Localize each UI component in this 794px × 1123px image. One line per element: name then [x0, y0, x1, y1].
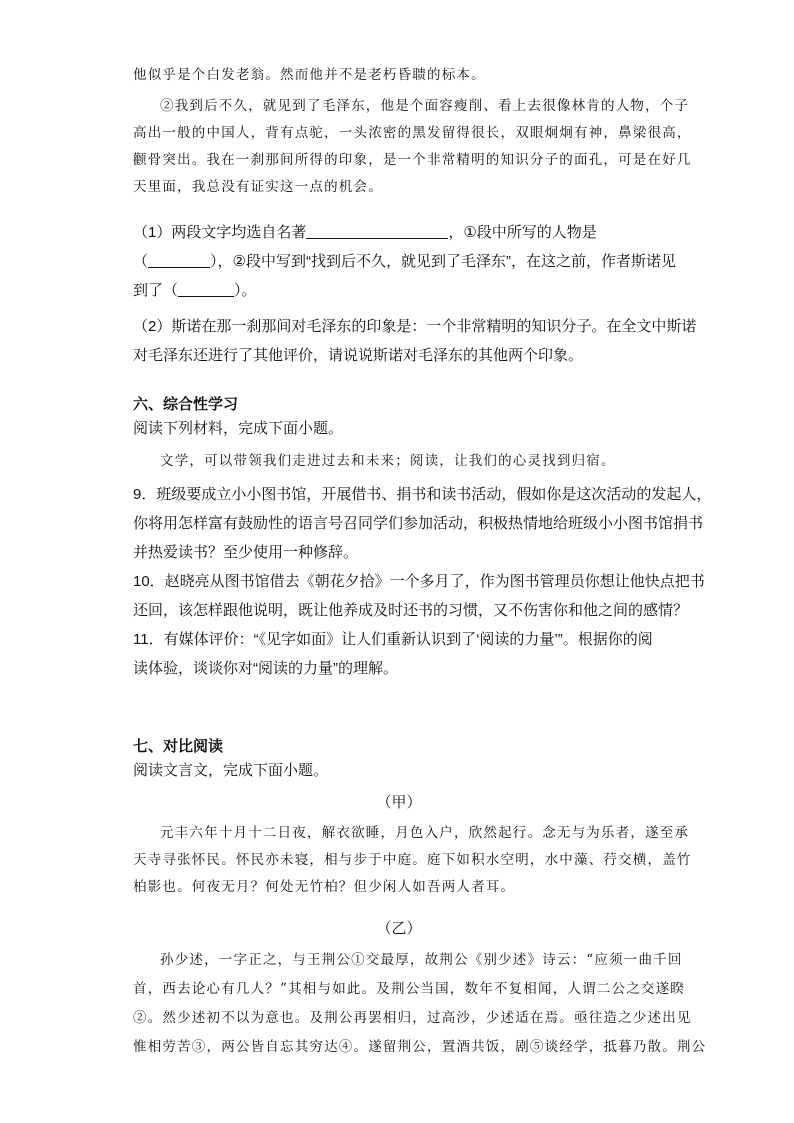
- q1-text: ），②段中写到“找到后不久，就见到了毛泽东”，在这之前，作者斯诺见: [210, 253, 676, 270]
- q1-text: ，①段中所写的人物是: [448, 224, 597, 241]
- q11-line: 读体验，谈谈你对“阅读的力量”的理解。: [133, 660, 398, 677]
- section-heading: 七、对比阅读: [133, 737, 224, 755]
- passage-label-yi: （乙）: [376, 920, 422, 937]
- yi-line: 惟相劳苦③，两公皆自忘其穷达④。遂留荆公，置酒共饭，剧⑤谈经学，抵暮乃散。荆公: [133, 1039, 707, 1055]
- passage-yi: [133, 946, 707, 1062]
- passage-excerpt: [133, 62, 692, 201]
- q10-line: 还回，该怎样跟他说明，既让他养成及时还书的习惯，又不伤害你和他之间的感情？: [133, 602, 689, 619]
- passage-label-jia: （甲）: [376, 794, 422, 811]
- q11-line: 11．有媒体评价：“《见字如面》让人们重新认识到了‘阅读的力量’”。根据你的阅: [133, 631, 653, 648]
- passage-line: 他似乎是个白发老翁。然而他并不是老朽昏聩的标本。: [133, 67, 486, 83]
- passage-line: 天里面，我总没有证实这一点的机会。: [133, 179, 383, 195]
- jia-line: 天寺寻张怀民。怀民亦未寝，相与步于中庭。庭下如积水空明，水中藻、荇交横，盖竹: [133, 852, 692, 868]
- q2-line: 对毛泽东还进行了其他评价，请说说斯诺对毛泽东的其他两个印象。: [133, 347, 584, 364]
- section-heading: 六、综合性学习: [133, 395, 239, 413]
- yi-line: 孙少述，一字正之，与王荆公①交最厚，故荆公《别少述》诗云：“应须一曲千回: [160, 952, 683, 968]
- question-1: [133, 218, 676, 305]
- q9-line: 你将用怎样富有鼓励性的语言号召同学们参加活动，积极热情地给班级小小图书馆捐书: [133, 515, 704, 532]
- q1-text: 到了（: [133, 282, 179, 299]
- question-11: [133, 625, 665, 683]
- answer-blank[interactable]: [306, 222, 448, 239]
- q10-line: 10．赵晓亮从图书馆借去《朝花夕拾》一个多月了，作为图书管理员你想让他快点把书: [133, 573, 705, 590]
- q2-line: （2）斯诺在那一刹那间对毛泽东的印象是：一个非常精明的知识分子。在全文中斯诺: [133, 318, 697, 335]
- q1-text: ）。: [234, 282, 257, 299]
- answer-blank[interactable]: [178, 280, 234, 297]
- yi-line: 首，西去论心有几人？”其相与如此。及荆公当国，数年不复相闻，人谓二公之交遂睽: [133, 981, 686, 997]
- passage-line: ②我到后不久，就见到了毛泽东，他是个面容瘦削、看上去很像林肯的人物，个子: [160, 98, 690, 114]
- jia-line: 柏影也。何夜无月？何处无竹柏？但少闲人如吾两人者耳。: [133, 879, 516, 895]
- passage-line: 颧骨突出。我在一刹那间所得的印象，是一个非常精明的知识分子的面孔，可是在好几: [133, 152, 692, 168]
- q1-text: （1）两段文字均选自名著: [133, 224, 307, 241]
- jia-line: 元丰六年十月十二日夜，解衣欲睡，月色入户，欣然起行。念无与为乐者，遂至承: [160, 825, 690, 841]
- quote-text: 文学，可以带领我们走进过去和未来；阅读，让我们的心灵找到归宿。: [160, 453, 616, 469]
- answer-blank[interactable]: [148, 251, 210, 268]
- question-10: [133, 567, 705, 625]
- section-intro: 阅读下列材料，完成下面小题。: [133, 420, 344, 437]
- q9-line: 9．班级要成立小小图书馆，开展借书、捐书和读书活动，假如你是这次活动的发起人，: [133, 486, 712, 503]
- passage-jia: [133, 820, 692, 901]
- passage-line: 高出一般的中国人，背有点驼，一头浓密的黑发留得很长，双眼炯炯有神，鼻梁很高，: [133, 125, 692, 141]
- section-intro: 阅读文言文，完成下面小题。: [133, 762, 329, 779]
- question-2: [133, 312, 697, 370]
- yi-line: ②。然少述初不以为意也。及荆公再罢相归，过高沙，少述适在焉。亟往造之少述出见: [133, 1010, 692, 1026]
- question-9: [133, 480, 712, 567]
- q9-line: 并热爱读书？至少使用一种修辞。: [133, 544, 359, 561]
- q1-text: （: [133, 253, 149, 270]
